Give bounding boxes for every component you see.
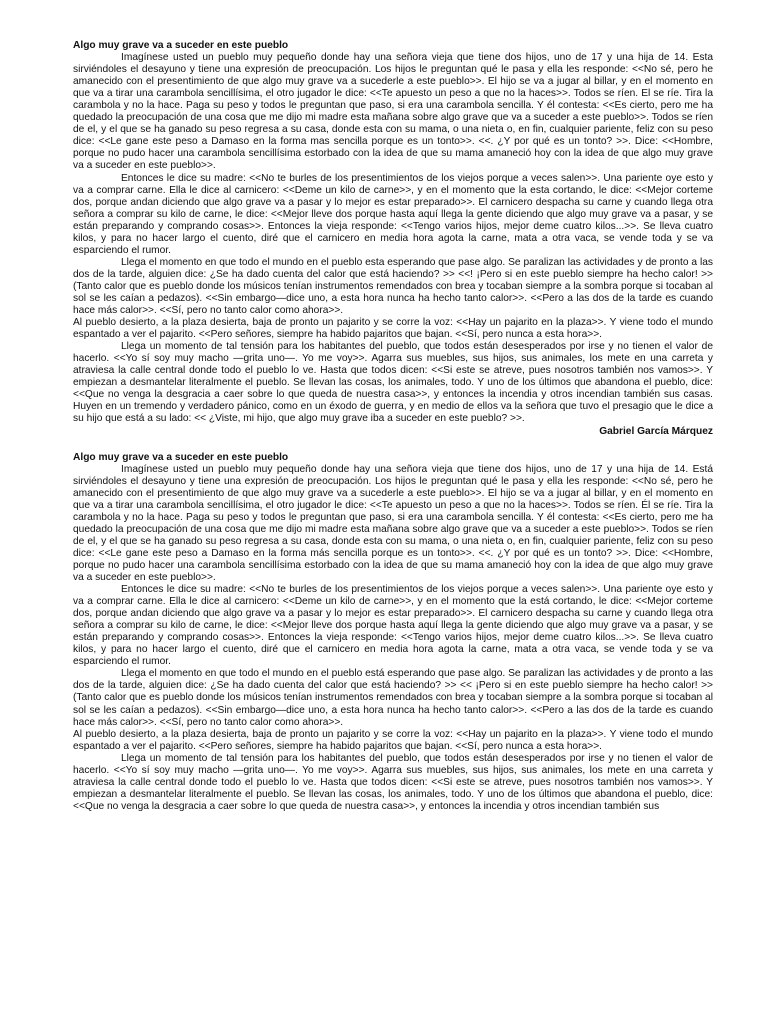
paragraph: Al pueblo desierto, a la plaza desierta, baja de pronto un pajarito y se corre la voz: <<Hay un pajarito en la plaza>>. Y viene todo el mundo espantado a ver el pajarito. <<Pero señores, siempre ha habido pajaritos que bajan. <<Sí, pero nunca a esta hora>>. xyxy=(73,317,713,341)
paragraph: Imagínese usted un pueblo muy pequeño donde hay una señora vieja que tiene dos hijos, uno de 17 y una hija de 14. Esta sirviéndoles el desayuno y tiene una expresión de preocupación. Los hijos le preguntan qué le pasa y ella les responde: <<No sé, pero he amanecido con el presentimiento de que algo muy grave va a sucederle a este pueblo>>. El hijo se va a jugar al billar, y en el momento en que va a tirar una carambola sencillísima, el otro jugador le dice: <<Te apuesto un peso a que no la haces>>. Todos se ríen. El se ríe. Tira la carambola y no la hace. Paga su peso y todos le preguntan que paso, si era una carambola sencilla. Y él contesta: <<Es cierto, pero me ha quedado la preocupación de una cosa que me dijo mi madre esta mañana sobre algo grave que va a suceder a este pueblo>>. Todos se ríen de el, y el que se ha ganado su peso regresa a su casa, donde esta con su mama, o una nieta o, en fin, cualquier pariente, feliz con su peso dice: <<Le gane este peso a Damaso en la forma mas sencilla porque es un tonto>>. <<. ¿Y por qué es un tonto? >>. Dice: <<Hombre, porque no pudo hacer una carambola sencillísima estorbado con la idea de que su mama amaneció hoy con la idea de que algo muy grave va a suceder en este pueblo>>. xyxy=(73,52,713,172)
paragraph: Al pueblo desierto, a la plaza desierta, baja de pronto un pajarito y se corre la voz: <<Hay un pajarito en la plaza>>. Y viene todo el mundo espantado a ver el pajarito. <<Pero señores, siempre ha habido pajaritos que bajan. <<Sí, pero nunca a esta hora>>. xyxy=(73,728,713,752)
document-page xyxy=(73,40,713,813)
paragraph: Imagínese usted un pueblo muy pequeño donde hay una señora vieja que tiene dos hijos, uno de 17 y una hija de 14. Está sirviéndoles el desayuno y tiene una expresión de preocupación. Los hijos le preguntan qué le pasa y ella les responde: <<No sé, pero he amanecido con el presentimiento de que algo muy grave va a sucederle a este pueblo>>. El hijo se va a jugar al billar, y en el momento en que va a tirar una carambola sencillísima, el otro jugador le dice: <<Te apuesto un peso a que no la haces>>. Todos se ríen. Él se ríe. Tira la carambola y no la hace. Paga su peso y todos le preguntan que paso, si era una carambola sencilla. Y él contesta: <<Es cierto, pero me ha quedado la preocupación de una cosa que me dijo mi madre esta mañana sobre algo grave que va a suceder a este pueblo>>. Todos se ríen de el, y el que se ha ganado su peso regresa a su casa, donde esta con su mama, o una nieta o, en fin, cualquier pariente, feliz con su peso dice: <<Le gane este peso a Damaso en la forma más sencilla porque es un tonto>>. <<. ¿Y por qué es un tonto? >>. Dice: <<Hombre, porque no pudo hacer una carambola sencillísima estorbado con la idea de que su mama amaneció hoy con la idea de que algo muy grave va a suceder en este pueblo>>. xyxy=(73,463,713,584)
paragraph: Llega un momento de tal tensión para los habitantes del pueblo, que todos están desesperados por irse y no tienen el valor de hacerlo. <<Yo sí soy muy macho —grita uno—. Yo me voy>>. Agarra sus muebles, sus hijos, sus animales, los mete en una carreta y atraviesa la calle central donde todo el pueblo lo ve. Hasta que todos dicen: <<Si este se atreve, pues nosotros también nos vamos>>. Y empiezan a desmantelar literalmente el pueblo. Se llevan las cosas, los animales, todo. Y uno de los últimos que abandona el pueblo, dice: <<Que no venga la desgracia a caer sobre lo que queda de nuestra casa>>, y entonces la incendia y otros incendian también sus xyxy=(73,752,713,812)
story-title: Algo muy grave va a suceder en este pueblo xyxy=(73,40,289,51)
story-copy-1 xyxy=(73,40,713,438)
paragraph: Llega un momento de tal tensión para los habitantes del pueblo, que todos están desesperados por irse y no tienen el valor de hacerlo. <<Yo sí soy muy macho —grita uno—. Yo me voy>>. Agarra sus muebles, sus hijos, sus animales, los mete en una carreta y atraviesa la calle central donde todo el pueblo lo ve. Hasta que todos dicen: <<Si este se atreve, pues nosotros también nos vamos>>. Y empiezan a desmantelar literalmente el pueblo. Se llevan las cosas, los animales, todo. Y uno de los últimos que abandona el pueblo, dice: <<Que no venga la desgracia a caer sobre lo que queda de nuestra casa>>, y entonces la incendia y otros incendian también sus casas. Huyen en un tremendo y verdadero pánico, como en un éxodo de guerra, y en medio de ellos va la señora que tuvo el presagio que le dice a su hijo que está a su lado: << ¿Viste, mi hijo, que algo muy grave iba a suceder en este pueblo? >>. xyxy=(73,341,713,425)
story-title: Algo muy grave va a suceder en este pueblo xyxy=(73,451,289,463)
paragraph: Llega el momento en que todo el mundo en el pueblo está esperando que pase algo. Se paralizan las actividades y de pronto a las dos de la tarde, alguien dice: ¿Se ha dado cuenta del calor que está haciendo? >> << ¡Pero si en este pueblo siempre ha hecho calor! >> (Tanto calor que es pueblo donde los músicos tenían instrumentos remendados con brea y tocaban siempre a la sombra porque si tocaban al sol se les caían a pedazos). <<Sin embargo—dice uno, a esta hora nunca ha hecho tanto calor>>. <<Pero a las dos de la tarde es cuando hace más calor>>. <<Sí, pero no tanto calor como ahora>>. xyxy=(73,668,713,728)
paragraph: Entonces le dice su madre: <<No te burles de los presentimientos de los viejos porque a veces salen>>. Una pariente oye esto y va a comprar carne. Ella le dice al carnicero: <<Deme un kilo de carne>>, y en el momento que la esta cortando, le dice: <<Mejor corteme dos, porque andan diciendo que algo grave va a pasar y lo mejor es estar preparado>>. El carnicero despacha su carne y cuando llega otra señora a comprar su kilo de carne, le dice: <<Mejor lleve dos porque hasta aquí llega la gente diciendo que algo muy grave va a pasar, y se están preparando y comprando cosas>>. Entonces la vieja responde: <<Tengo varios hijos, mejor deme cuatro kilos...>>. Se lleva cuatro kilos, y para no hacer largo el cuento, diré que el carnicero en media hora agota la carne, mata a otra vaca, se vende toda y se va esparciendo el rumor. xyxy=(73,172,713,256)
paragraph: Llega el momento en que todo el mundo en el pueblo esta esperando que pase algo. Se paralizan las actividades y de pronto a las dos de la tarde, alguien dice: ¿Se ha dado cuenta del calor que está haciendo? >> <<! ¡Pero si en este pueblo siempre ha hecho calor! >> (Tanto calor que es pueblo donde los músicos tenían instrumentos remendados con brea y tocaban siempre a la sombra porque si tocaban al sol se les caían a pedazos). <<Sin embargo—dice uno, a esta hora nunca ha hecho tanto calor>>. <<Pero a las dos de la tarde es cuando hace más calor>>. <<Sí, pero no tanto calor como ahora>>. xyxy=(73,256,713,317)
paragraph: Entonces le dice su madre: <<No te burles de los presentimientos de los viejos porque a veces salen>>. Una pariente oye esto y va a comprar carne. Ella le dice al carnicero: <<Deme un kilo de carne>>, y en el momento que la está cortando, le dice: <<Mejor corteme dos, porque andan diciendo que algo grave va a pasar y lo mejor es estar preparado>>. El carnicero despacha su carne y cuando llega otra señora a comprar su kilo de carne, le dice: <<Mejor lleve dos porque hasta aquí llega la gente diciendo que algo muy grave va a pasar, y se están preparando y comprando cosas>>. Entonces la vieja responde: <<Tengo varios hijos, mejor deme cuatro kilos...>>. Se lleva cuatro kilos, y para no hacer largo el cuento, diré que el carnicero en media hora agota la carne, mata a otra vaca, se vende toda y se va esparciendo el rumor. xyxy=(73,584,713,668)
author-signature: Gabriel García Márquez xyxy=(599,425,713,437)
story-copy-2 xyxy=(73,452,713,813)
